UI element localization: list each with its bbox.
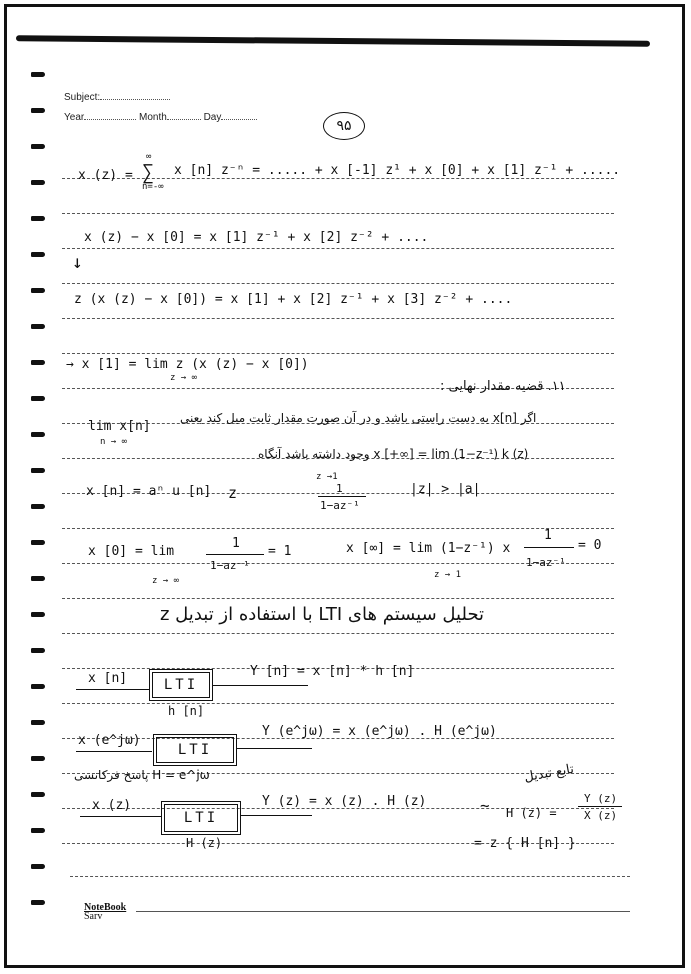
ruled-line — [62, 283, 614, 284]
sys1-output: Y [n] = x [n] * h [n] — [250, 664, 415, 679]
example-roc: |z| > |a| — [410, 482, 481, 497]
eq1-rhs: x [n] z⁻ⁿ = ..... + x [-1] z¹ + x [0] + x [1] z⁻¹ + ..... — [174, 163, 621, 178]
sys3-transfer: H (z) — [186, 836, 223, 850]
lim-label: lim x[n] — [88, 419, 151, 434]
final-value-den: 1−az⁻¹ — [526, 556, 566, 569]
sys1-lti-box: LTI — [152, 672, 210, 698]
sys2-out-arrow — [236, 748, 312, 749]
binder-ring — [31, 756, 45, 761]
binder-ring — [31, 576, 45, 581]
sys3-output: Y (z) = x (z) . H (z) — [262, 794, 427, 809]
eq1-sum-top: ∞ — [146, 152, 152, 162]
ruled-line — [62, 248, 614, 249]
sys2-input: x (e^jω) — [78, 733, 141, 748]
example-frac-bar — [318, 496, 366, 497]
date-fields — [64, 111, 257, 123]
bottom-rule — [70, 876, 630, 877]
sys3-input: x (z) — [92, 798, 132, 813]
initial-value-sub: z → ∞ — [152, 576, 180, 586]
footer-rule — [136, 911, 630, 912]
binder-ring — [31, 792, 45, 797]
binder-ring — [31, 612, 45, 617]
notebook-logo — [84, 903, 126, 921]
binder-ring — [31, 72, 45, 77]
tilde-arrow: ∼ — [480, 796, 490, 815]
binder-ring — [31, 504, 45, 509]
sys2-freq-response: H = e^jω پاسخ فرکانسی — [74, 768, 210, 782]
eq1-sigma: ∑ — [142, 160, 155, 184]
sys3-out-arrow — [240, 815, 312, 816]
subject-label: Subject: — [64, 92, 101, 103]
initial-value-den: 1−az⁻¹ — [210, 559, 250, 572]
final-value-theorem-heading: ۱۱. قضیه مقدار نهایی : — [440, 379, 566, 394]
initial-value-result: = 1 — [268, 544, 292, 559]
sys1-input: x [n] — [88, 671, 128, 686]
day-label: Day — [203, 112, 222, 123]
lim-sub: n → ∞ — [100, 437, 128, 447]
binder-ring — [31, 720, 45, 725]
example-frac-den: 1−az⁻¹ — [320, 499, 360, 512]
transfer-function-label: تابع تبدیل — [523, 761, 576, 786]
final-value-bar — [524, 547, 574, 548]
final-value-sub: z → 1 — [434, 570, 462, 580]
lti-analysis-title: تحلیل سیستم های LTI با استفاده از تبدیل z — [160, 604, 485, 625]
initial-value-num: 1 — [232, 536, 240, 551]
eq2: x (z) − x [0] = x [1] z⁻¹ + x [2] z⁻² + .... — [84, 230, 429, 245]
theorem-line-1: اگر x[n] به دست راستی باشد و در آن صورت مقدار ثابت میل کند یعنی — [180, 411, 537, 425]
year-label: Year — [64, 112, 85, 123]
binder-ring — [31, 324, 45, 329]
logo-sarv-text: Sarv — [84, 911, 103, 922]
eq1-lhs: x (z) = — [78, 168, 133, 183]
final-value-result: = 0 — [578, 538, 602, 553]
ruled-line — [62, 353, 614, 354]
binder-ring — [31, 900, 45, 905]
tf-z-transform: = z { H [n] } — [474, 836, 576, 851]
theorem-line-2: x [+∞] = lim (1−z⁻¹) k (z) وجود داشته باشد آنگاه — [258, 447, 529, 461]
sys3-lti-box: LTI — [164, 804, 238, 832]
tf-bar — [578, 806, 622, 807]
binder-ring — [31, 540, 45, 545]
example-frac-num: 1 — [336, 482, 343, 495]
sys2-in-arrow — [76, 751, 152, 752]
binder-ring — [31, 288, 45, 293]
tf-den: X (z) — [584, 809, 618, 822]
month-dots — [167, 111, 201, 120]
initial-value-bar — [206, 554, 264, 555]
eq4-sub: z → ∞ — [170, 373, 198, 383]
binder-ring — [31, 180, 45, 185]
ruled-line — [62, 213, 614, 214]
sys2-lti-box: LTI — [156, 737, 234, 763]
sys2-output: Y (e^jω) = x (e^jω) . H (e^jω) — [262, 724, 497, 739]
ruled-line — [62, 633, 614, 634]
binder-ring — [31, 252, 45, 257]
final-value-lhs: x [∞] = lim (1−z⁻¹) x — [346, 541, 511, 556]
sys1-in-arrow — [76, 689, 150, 690]
binder-ring — [31, 648, 45, 653]
subject-dots — [100, 91, 170, 100]
ruled-line — [62, 528, 614, 529]
binder-ring — [31, 864, 45, 869]
subject-field — [64, 91, 170, 103]
binder-ring — [31, 684, 45, 689]
binder-ring — [31, 828, 45, 833]
down-arrow: ↓ — [72, 252, 83, 273]
example-arrow: z →1 — [316, 472, 338, 482]
binder-ring — [31, 468, 45, 473]
tf-num: Y (z) — [584, 792, 618, 805]
binder-ring — [31, 108, 45, 113]
example-z: z — [228, 484, 238, 502]
ruled-line — [62, 598, 614, 599]
logo-notebook-text: NoteBook — [84, 902, 127, 913]
eq4: → x [1] = lim z (x (z) − x [0]) — [66, 357, 309, 372]
tf-lhs: H (z) = — [506, 806, 557, 820]
binder-ring — [31, 216, 45, 221]
month-label: Month — [139, 112, 167, 123]
eq1-sum-bottom: n=-∞ — [142, 182, 164, 192]
final-value-num: 1 — [544, 528, 552, 543]
page-number: ۹۵ — [323, 112, 365, 140]
example-signal: x [n] = aⁿ u [n] — [86, 484, 212, 499]
initial-value-lhs: x [0] = lim — [88, 544, 175, 559]
binder-ring — [31, 360, 45, 365]
ruled-line — [62, 318, 614, 319]
binder-ring — [31, 396, 45, 401]
sys1-out-arrow — [212, 685, 308, 686]
ruled-line — [62, 703, 614, 704]
day-dots — [221, 111, 257, 120]
sys3-in-arrow — [80, 816, 162, 817]
year-dots — [84, 111, 136, 120]
binder-ring — [31, 432, 45, 437]
binder-ring — [31, 144, 45, 149]
eq3: z (x (z) − x [0]) = x [1] + x [2] z⁻¹ + x [3] z⁻² + .... — [74, 292, 513, 307]
sys1-impulse: h [n] — [168, 704, 205, 718]
